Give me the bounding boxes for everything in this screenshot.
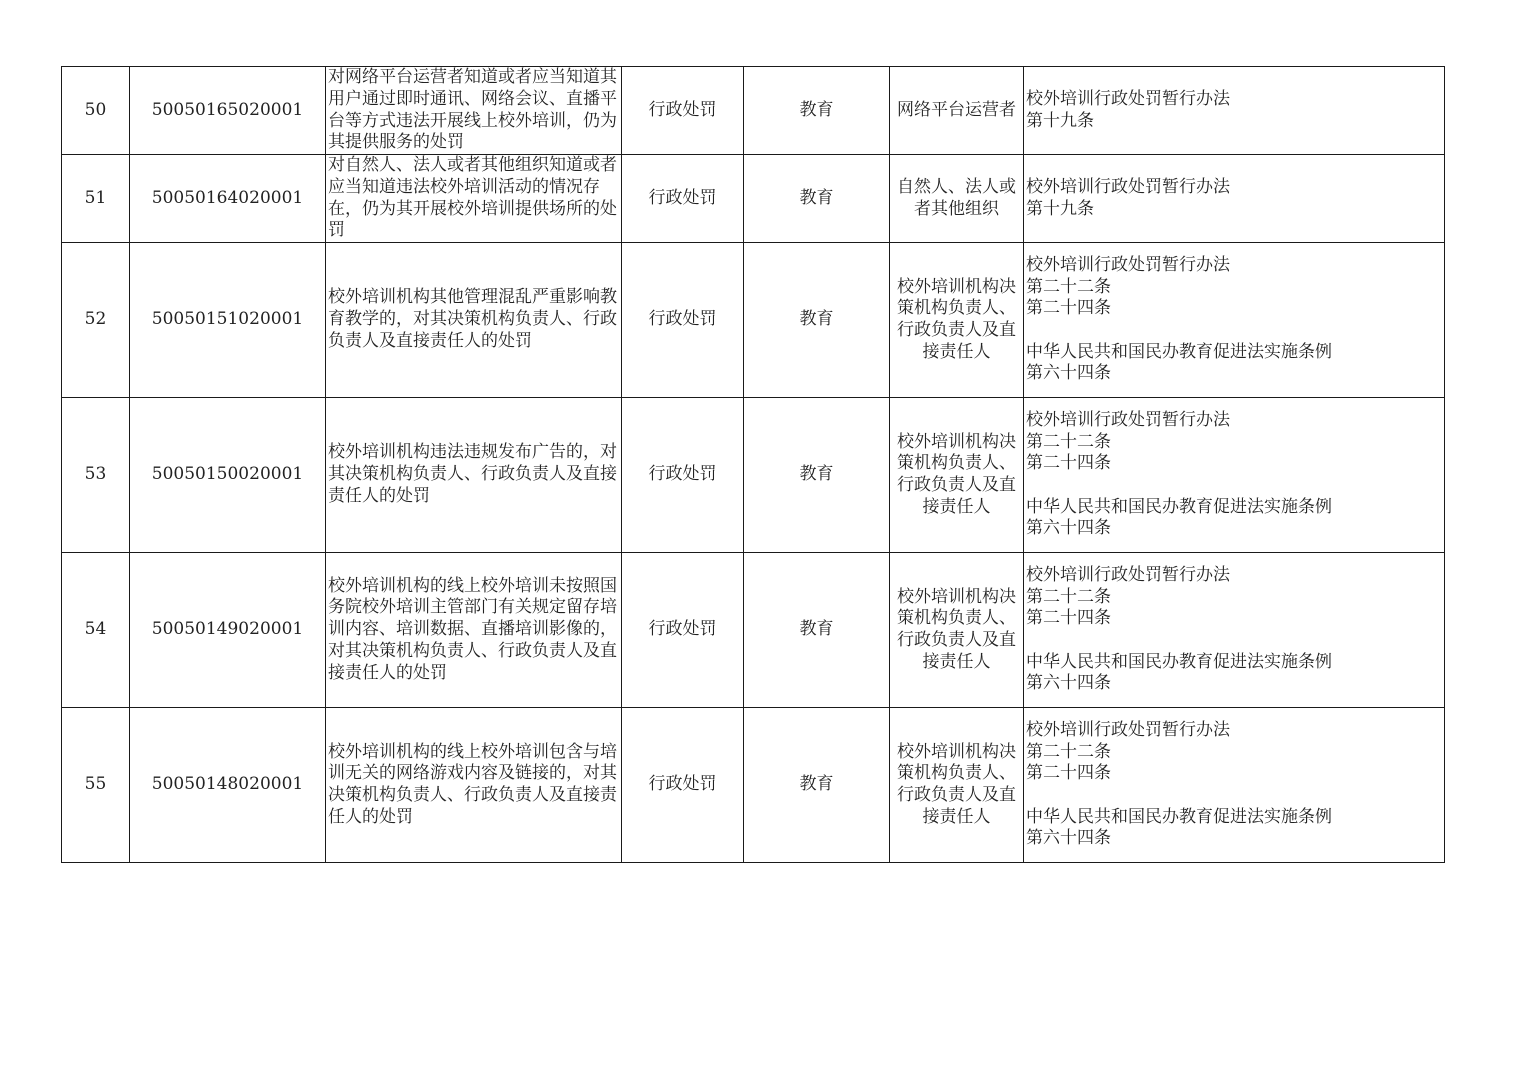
basis-line: 第二十四条 xyxy=(1026,453,1111,474)
item-description: 校外培训机构的线上校外培训包含与培训无关的网络游戏内容及链接的，对其决策机构负责人、行政负责人及直接责任人的处罚 xyxy=(326,708,622,863)
item-number: 55 xyxy=(62,708,130,863)
item-department: 教育 xyxy=(744,708,890,863)
item-description: 校外培训机构其他管理混乱严重影响教育教学的，对其决策机构负责人、行政负责人及直接责任人的处罚 xyxy=(326,243,622,398)
table-body xyxy=(62,67,1445,863)
item-legal-basis xyxy=(1024,553,1445,708)
basis-line: 中华人民共和国民办教育促进法实施条例 xyxy=(1026,496,1332,517)
item-legal-basis xyxy=(1024,155,1445,243)
basis-spacer xyxy=(1026,630,1442,652)
basis-line: 第二十二条 xyxy=(1026,586,1111,607)
item-code: 50050148020001 xyxy=(130,708,326,863)
basis-line: 第十九条 xyxy=(1026,110,1094,131)
basis-line: 第二十四条 xyxy=(1026,298,1111,319)
basis-line: 第二十二条 xyxy=(1026,431,1111,452)
item-number: 53 xyxy=(62,398,130,553)
basis-line: 第六十四条 xyxy=(1026,363,1111,384)
item-code: 50050150020001 xyxy=(130,398,326,553)
basis-line: 校外培训行政处罚暂行办法 xyxy=(1026,719,1230,740)
basis-line: 第二十四条 xyxy=(1026,763,1111,784)
item-description: 校外培训机构的线上校外培训未按照国务院校外培训主管部门有关规定留存培训内容、培训数据、直播培训影像的，对其决策机构负责人、行政负责人及直接责任人的处罚 xyxy=(326,553,622,708)
item-code: 50050164020001 xyxy=(130,155,326,243)
item-code: 50050149020001 xyxy=(130,553,326,708)
item-type: 行政处罚 xyxy=(622,155,744,243)
basis-line: 校外培训行政处罚暂行办法 xyxy=(1026,176,1230,197)
item-subject: 校外培训机构决策机构负责人、行政负责人及直接责任人 xyxy=(890,708,1024,863)
table-row xyxy=(62,708,1445,863)
basis-line: 第二十二条 xyxy=(1026,276,1111,297)
item-code: 50050151020001 xyxy=(130,243,326,398)
table-row xyxy=(62,398,1445,553)
item-legal-basis xyxy=(1024,708,1445,863)
item-number: 54 xyxy=(62,553,130,708)
basis-spacer xyxy=(1026,320,1442,342)
basis-spacer xyxy=(1026,475,1442,497)
basis-line: 校外培训行政处罚暂行办法 xyxy=(1026,88,1230,109)
item-number: 51 xyxy=(62,155,130,243)
item-type: 行政处罚 xyxy=(622,398,744,553)
table-row xyxy=(62,155,1445,243)
table-row xyxy=(62,67,1445,155)
item-subject: 网络平台运营者 xyxy=(890,67,1024,155)
item-type: 行政处罚 xyxy=(622,553,744,708)
basis-line: 中华人民共和国民办教育促进法实施条例 xyxy=(1026,341,1332,362)
basis-line: 第二十二条 xyxy=(1026,741,1111,762)
item-number: 50 xyxy=(62,67,130,155)
item-department: 教育 xyxy=(744,243,890,398)
item-type: 行政处罚 xyxy=(622,243,744,398)
basis-line: 中华人民共和国民办教育促进法实施条例 xyxy=(1026,806,1332,827)
item-type: 行政处罚 xyxy=(622,708,744,863)
basis-line: 第六十四条 xyxy=(1026,673,1111,694)
basis-line: 第二十四条 xyxy=(1026,608,1111,629)
item-legal-basis xyxy=(1024,243,1445,398)
item-department: 教育 xyxy=(744,398,890,553)
item-description: 对网络平台运营者知道或者应当知道其用户通过即时通讯、网络会议、直播平台等方式违法开展线上校外培训，仍为其提供服务的处罚 xyxy=(326,67,622,155)
item-department: 教育 xyxy=(744,67,890,155)
penalty-items-table xyxy=(61,66,1445,863)
basis-line: 第六十四条 xyxy=(1026,828,1111,849)
item-type: 行政处罚 xyxy=(622,67,744,155)
item-department: 教育 xyxy=(744,553,890,708)
item-legal-basis xyxy=(1024,67,1445,155)
table-row xyxy=(62,243,1445,398)
item-description: 校外培训机构违法违规发布广告的，对其决策机构负责人、行政负责人及直接责任人的处罚 xyxy=(326,398,622,553)
basis-line: 校外培训行政处罚暂行办法 xyxy=(1026,564,1230,585)
item-subject: 自然人、法人或者其他组织 xyxy=(890,155,1024,243)
table-row xyxy=(62,553,1445,708)
item-code: 50050165020001 xyxy=(130,67,326,155)
basis-line: 中华人民共和国民办教育促进法实施条例 xyxy=(1026,651,1332,672)
basis-line: 校外培训行政处罚暂行办法 xyxy=(1026,254,1230,275)
item-legal-basis xyxy=(1024,398,1445,553)
basis-line: 第六十四条 xyxy=(1026,518,1111,539)
item-subject: 校外培训机构决策机构负责人、行政负责人及直接责任人 xyxy=(890,243,1024,398)
item-description: 对自然人、法人或者其他组织知道或者应当知道违法校外培训活动的情况存在，仍为其开展校外培训提供场所的处罚 xyxy=(326,155,622,243)
item-number: 52 xyxy=(62,243,130,398)
item-subject: 校外培训机构决策机构负责人、行政负责人及直接责任人 xyxy=(890,398,1024,553)
item-subject: 校外培训机构决策机构负责人、行政负责人及直接责任人 xyxy=(890,553,1024,708)
basis-line: 校外培训行政处罚暂行办法 xyxy=(1026,409,1230,430)
basis-spacer xyxy=(1026,785,1442,807)
item-department: 教育 xyxy=(744,155,890,243)
basis-line: 第十九条 xyxy=(1026,198,1094,219)
